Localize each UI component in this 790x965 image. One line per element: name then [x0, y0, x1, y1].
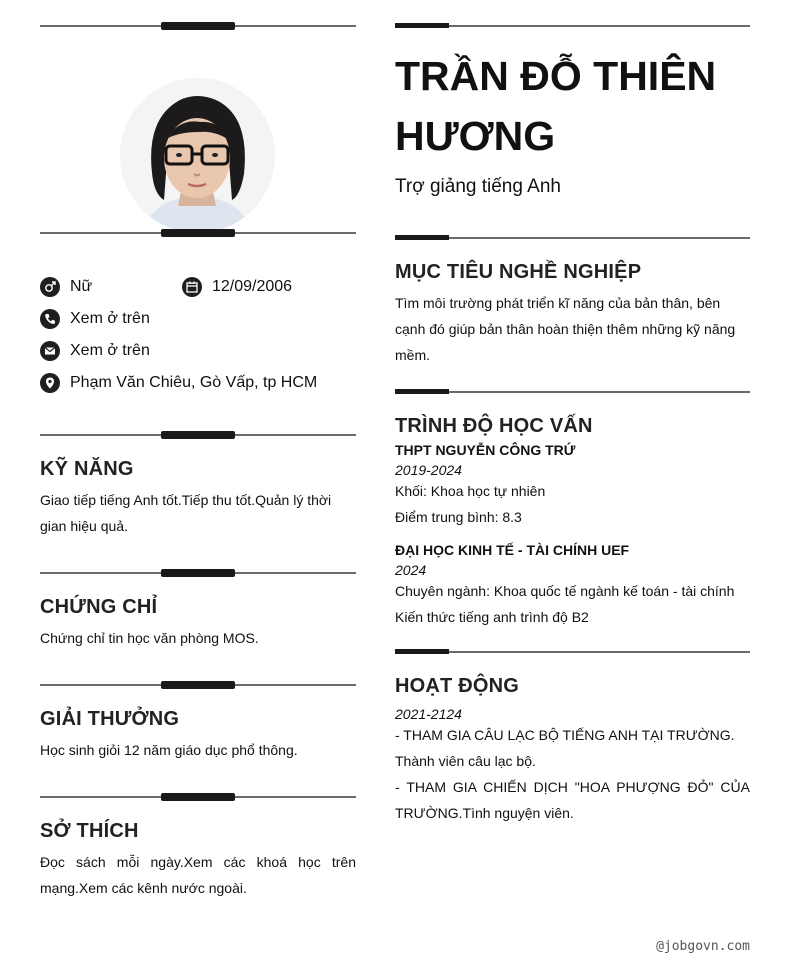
- education-year: 2019-2024: [395, 462, 462, 478]
- dob-value: 12/09/2006: [212, 278, 293, 295]
- phone-value: Xem ở trên: [70, 310, 150, 327]
- hobbies-text: Đọc sách mỗi ngày.Xem các khoá học trên mạng.Xem các kênh nước ngoài.: [40, 854, 356, 896]
- education-entry: [395, 542, 750, 630]
- divider: [40, 427, 356, 443]
- gender-item: [40, 277, 182, 297]
- full-name-line2: HƯƠNG: [395, 113, 556, 159]
- divider: [395, 230, 750, 246]
- hobbies-section: [40, 820, 356, 901]
- activities-year: 2021-2124: [395, 706, 462, 722]
- email-value: Xem ở trên: [70, 342, 150, 359]
- education-detail: Khối: Khoa học tự nhiên: [395, 483, 546, 499]
- job-title: Trợ giảng tiếng Anh: [395, 176, 561, 197]
- gender-icon: [40, 277, 60, 297]
- left-column: [40, 18, 356, 901]
- hobbies-title: SỞ THÍCH: [40, 820, 139, 842]
- education-section: [395, 415, 750, 630]
- objective-section: [395, 261, 750, 368]
- info-row-gender-dob: [40, 271, 356, 303]
- certificates-title: CHỨNG CHỈ: [40, 596, 158, 618]
- certificates-section: [40, 596, 356, 651]
- awards-section: [40, 708, 356, 763]
- objective-title: MỤC TIÊU NGHỀ NGHIỆP: [395, 261, 642, 283]
- awards-title: GIẢI THƯỞNG: [40, 708, 180, 730]
- divider: [40, 225, 356, 241]
- education-detail: Kiến thức tiếng anh trình độ B2: [395, 609, 589, 625]
- education-detail: Điểm trung bình: 8.3: [395, 509, 522, 525]
- divider: [40, 565, 356, 581]
- divider: [40, 677, 356, 693]
- education-detail: Chuyên ngành: Khoa quốc tế ngành kế toán - tài chính: [395, 583, 735, 599]
- activity-item: - THAM GIA CHIẾN DỊCH "HOA PHƯỢNG ĐỎ" CỦA TRƯỜNG.Tình nguyện viên.: [395, 779, 750, 821]
- school-name: ĐẠI HỌC KINH TẾ - TÀI CHÍNH UEF: [395, 542, 630, 558]
- divider: [395, 18, 750, 34]
- phone-icon: [40, 309, 60, 329]
- education-year: 2024: [395, 562, 427, 578]
- divider: [40, 18, 356, 34]
- info-row-phone: [40, 303, 356, 335]
- info-row-address: [40, 367, 356, 399]
- gender-value: Nữ: [70, 278, 93, 295]
- divider: [395, 644, 750, 660]
- certificates-text: Chứng chỉ tin học văn phòng MOS.: [40, 630, 259, 646]
- dob-item: [182, 277, 292, 297]
- activity-item: - THAM GIA CÂU LẠC BỘ TIẾNG ANH TẠI TRƯỜNG. Thành viên câu lạc bộ.: [395, 727, 735, 769]
- address-value: Phạm Văn Chiêu, Gò Vấp, tp HCM: [70, 374, 318, 391]
- full-name-line1: TRẦN ĐỖ THIÊN: [395, 53, 717, 99]
- divider: [40, 789, 356, 805]
- avatar: [120, 78, 275, 233]
- header-block: [395, 46, 750, 198]
- skills-text: Giao tiếp tiếng Anh tốt.Tiếp thu tốt.Quản lý thời gian hiệu quả.: [40, 492, 332, 534]
- email-icon: [40, 341, 60, 361]
- personal-info: [40, 271, 356, 399]
- avatar-portrait: [120, 78, 275, 233]
- location-icon: [40, 373, 60, 393]
- calendar-icon: [182, 277, 202, 297]
- objective-text: Tìm môi trường phát triển kĩ năng của bản thân, bên cạnh đó giúp bản thân hoàn thiện thêm những kỹ năng mềm.: [395, 295, 736, 363]
- skills-section: [40, 458, 356, 539]
- education-title: TRÌNH ĐỘ HỌC VẤN: [395, 415, 593, 437]
- info-row-email: [40, 335, 356, 367]
- right-column: [395, 18, 750, 826]
- school-name: THPT NGUYỄN CÔNG TRỨ: [395, 442, 576, 458]
- divider: [395, 384, 750, 400]
- watermark: @jobgovn.com: [656, 939, 750, 954]
- photo-area: [40, 34, 356, 225]
- activities-title: HOẠT ĐỘNG: [395, 675, 520, 697]
- activities-section: [395, 675, 750, 826]
- awards-text: Học sinh giỏi 12 năm giáo dục phổ thông.: [40, 742, 298, 758]
- skills-title: KỸ NĂNG: [40, 458, 134, 480]
- education-entry: [395, 442, 750, 530]
